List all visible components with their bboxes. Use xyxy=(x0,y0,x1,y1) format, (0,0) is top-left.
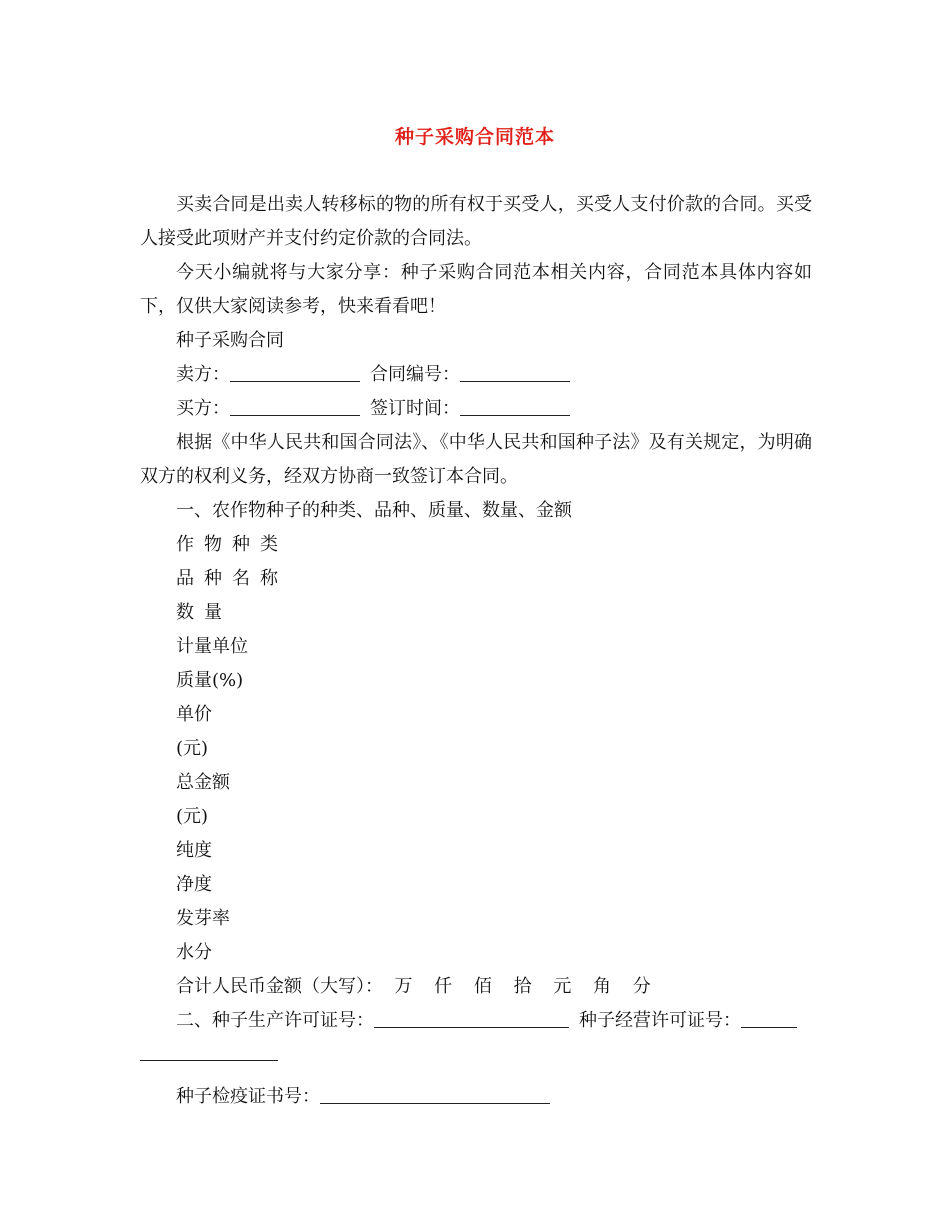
buyer-label: 买方： xyxy=(176,398,230,419)
production-license-label: 二、种子生产许可证号： xyxy=(176,1010,374,1031)
document-title: 种子采购合同范本 xyxy=(394,126,555,148)
sign-time-blank xyxy=(460,395,570,416)
contract-name: 种子采购合同 xyxy=(176,330,284,351)
operation-license-label: 种子经营许可证号： xyxy=(579,1010,741,1031)
seller-blank xyxy=(230,361,360,382)
buyer-line xyxy=(140,392,812,426)
field-unit-price-currency: (元) xyxy=(176,738,209,759)
field-variety-name: 品种名称 xyxy=(176,568,288,589)
total-amount-units: 万 仟 佰 拾 元 角 分 xyxy=(394,976,659,997)
contract-no-label: 合同编号： xyxy=(370,364,460,385)
intro-paragraph-2: 今天小编就将与大家分享：种子采购合同范本相关内容，合同范本具体内容如下，仅供大家阅读参考，快来看看吧！ xyxy=(140,262,812,317)
seller-line xyxy=(140,358,812,392)
quarantine-line xyxy=(140,1080,812,1114)
field-quality: 质量(%) xyxy=(176,670,244,691)
intro-paragraph-1: 买卖合同是出卖人转移标的物的所有权于买受人，买受人支付价款的合同。买受人接受此项财产并支付约定价款的合同法。 xyxy=(140,194,812,249)
production-license-blank xyxy=(374,1007,569,1028)
field-cleanliness: 净度 xyxy=(176,874,212,895)
operation-license-blank-line-2 xyxy=(140,1040,278,1061)
section-2-line xyxy=(140,1004,812,1038)
field-unit-price: 单价 xyxy=(176,704,212,725)
quarantine-label: 种子检疫证书号： xyxy=(176,1086,320,1107)
field-total-amount: 总金额 xyxy=(176,772,230,793)
field-crop-type: 作物种类 xyxy=(176,534,288,555)
document-body xyxy=(140,188,812,1114)
seller-label: 卖方： xyxy=(176,364,230,385)
total-amount-line xyxy=(140,970,812,1004)
contract-no-blank xyxy=(460,361,570,382)
operation-license-blank-continued xyxy=(140,1038,812,1072)
total-amount-label: 合计人民币金额（大写）： xyxy=(176,976,383,997)
field-purity: 纯度 xyxy=(176,840,212,861)
field-total-amount-currency: (元) xyxy=(176,806,209,827)
operation-license-blank xyxy=(741,1007,797,1028)
buyer-blank xyxy=(230,395,360,416)
field-germination-rate: 发芽率 xyxy=(176,908,230,929)
sign-time-label: 签订时间： xyxy=(370,398,460,419)
field-moisture: 水分 xyxy=(176,942,212,963)
quarantine-blank xyxy=(320,1083,550,1104)
basis-paragraph: 根据《中华人民共和国合同法》、《中华人民共和国种子法》及有关规定，为明确双方的权利义务，经双方协商一致签订本合同。 xyxy=(140,432,812,487)
section-1-heading: 一、农作物种子的种类、品种、质量、数量、金额 xyxy=(176,500,572,521)
field-unit: 计量单位 xyxy=(176,636,248,657)
field-quantity: 数量 xyxy=(176,602,232,623)
